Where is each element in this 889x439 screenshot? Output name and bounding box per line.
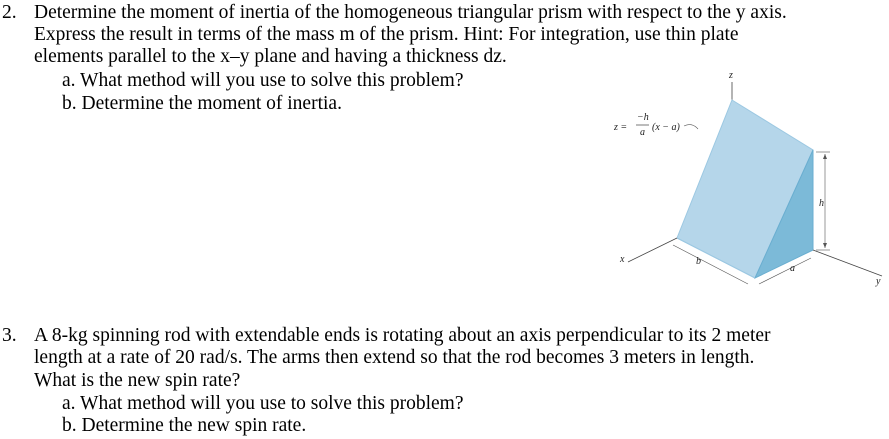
axis-y-label: y xyxy=(876,276,881,287)
problem-2-text-line-2: Express the result in terms of the mass m of the prism. Hint: For integration, use thin plate xyxy=(34,24,739,45)
problem-3-number: 3. xyxy=(2,325,17,346)
problem-2-text-line-3: elements parallel to the x–y plane and having a thickness dz. xyxy=(34,46,507,67)
eq-z-label: z = xyxy=(614,122,628,133)
problem-3-text-line-3: What is the new spin rate? xyxy=(34,370,241,391)
problem-2-part-a: a. What method will you use to solve this problem? xyxy=(62,70,464,91)
eq-numerator: −h xyxy=(637,112,649,123)
triangular-prism-figure xyxy=(590,62,889,287)
y-axis-line xyxy=(813,250,882,276)
x-axis-line xyxy=(628,238,677,262)
dim-h-label: h xyxy=(819,198,824,209)
h-arrow-top xyxy=(823,154,827,159)
problem-3-part-b: b. Determine the new spin rate. xyxy=(62,415,307,436)
problem-3-text-line-1: A 8-kg spinning rod with extendable ends is rotating about an axis perpendicular to its 2 meter xyxy=(34,325,771,346)
h-arrow-bottom xyxy=(823,243,827,248)
problem-3-part-a: a. What method will you use to solve this problem? xyxy=(62,393,464,414)
axis-x-label: x xyxy=(620,254,625,265)
eq-leader-line xyxy=(684,125,698,129)
eq-denominator: a xyxy=(640,127,645,138)
axis-z-label: z xyxy=(729,70,733,81)
problem-2-part-b: b. Determine the moment of inertia. xyxy=(62,93,342,114)
dim-a-label: a xyxy=(790,263,795,274)
eq-rest: (x − a) xyxy=(652,122,680,133)
problem-2-text-line-1: Determine the moment of inertia of the homogeneous triangular prism with respect to the y axis. xyxy=(34,2,787,23)
problem-3-text-line-2: length at a rate of 20 rad/s. The arms then extend so that the rod becomes 3 meters in length. xyxy=(34,347,755,368)
problem-2-number: 2. xyxy=(2,2,17,23)
dim-b-label: b xyxy=(696,256,701,267)
